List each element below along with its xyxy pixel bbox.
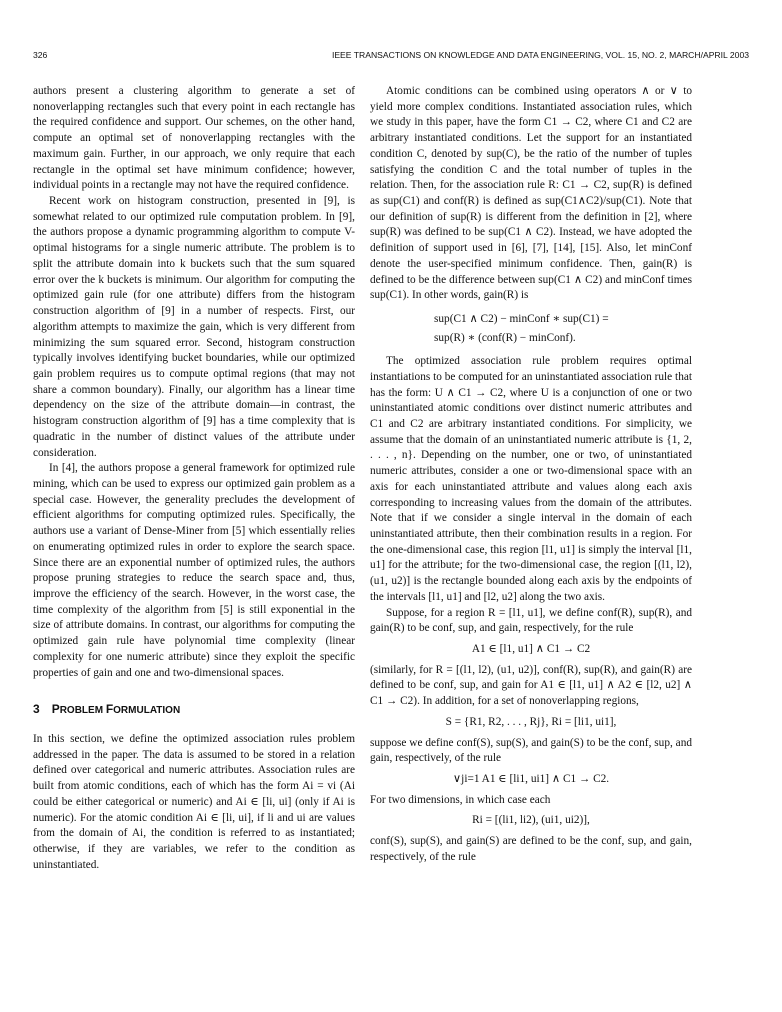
paragraph: The optimized association rule problem requires optimal instantiations to be computed for an uninstantiated association rule that has the form: U ∧ C1 → C2, where U is a conjunction of one or two uninstantiated atomic conditions over distinct numeric attributes and C1 and C2 are arbitrary instantiated conditions. For simplicity, we assume that the domain of an uninstantiated numeric attribute is {1, 2, . . . , n}. Depending on the number, one or two, of uninstantiated numeric attributes, consider a one or two-dimensional space with an axis for each uninstantiated attribute and values along each axis corresponding to increasing values from the domain of the attributes. Note that if we consider a single interval in the domain of each uninstantiated attribute, then their combination results in a region. For the one-dimensional case, this region [l1, u1] is simply the interval [l1, u1] for the attribute; for the two-dimensional case, the region [(l1, l2), (u1, u2)] is the rectangle bounded along each axis by the endpoints of the intervals [l1, u1] and [l2, u2] along the two axis.	[370, 355, 692, 603]
paragraph: In this section, we define the optimized association rules problem addressed in the paper. The data is assumed to be stored in a relation defined over categorical and numeric attributes. Association rules are built from atomic conditions, each of which has the form Ai = vi (Ai could be either categorical or numeric) and Ai ∈ [li, ui] (only if Ai is numeric). For the atomic condition Ai ∈ [li, ui], if li and ui are values from the domain of Ai, the condition is referred to as instantiated; otherwise, if they are variables, we refer to the condition as uninstantiated.	[33, 733, 355, 871]
equation-region-2d: Ri = [(li1, li2), (ui1, ui2)],	[472, 814, 590, 827]
section-number: 3	[33, 702, 40, 717]
paragraph: Suppose, for a region R = [l1, u1], we define conf(R), sup(R), and gain(R) to be conf, sup, and gain, respectively, for the rule	[370, 606, 692, 635]
paragraph: conf(S), sup(S), and gain(S) are defined to be the conf, sup, and gain, respectively, of the rule	[370, 835, 692, 863]
right-column	[370, 84, 692, 866]
paragraph: Atomic conditions can be combined using operators ∧ or ∨ to yield more complex conditions. Instantiated association rules, which we study in this paper, have the form C1 → C2, where C1 and C2 are arbitrary instantiated conditions. Let the support for an instantiated condition C, denoted by sup(C), be the ratio of the number of tuples satisfying the condition C and the total number of tuples in the relation. Then, for the association rule R: C1 → C2, sup(R) is defined as sup(C1) and conf(R) is defined as sup(C1∧C2)/sup(C1). Note that our definition of sup(R) is different from the definition in [2], where sup(R) was defined to be sup(C1 ∧ C2). Instead, we have adopted the definition of support used in [6], [7], [14], [15]. Also, let minConf denote the user-specified minimum confidence. Then, gain(R) is defined to be the difference between sup(C1 ∧ C2) and minConf times sup(C1). In other words, gain(R) is	[370, 85, 692, 302]
equation-disjunction: ∨ji=1 A1 ∈ [li1, ui1] ∧ C1 → C2.	[452, 773, 610, 786]
equation-gain: sup(C1 ∧ C2) − minConf ∗ sup(C1) = sup(R) ∗ (conf(R) − minConf).	[434, 313, 609, 345]
running-header	[33, 50, 749, 64]
equation-rule: A1 ∈ [l1, u1] ∧ C1 → C2	[471, 643, 591, 655]
paragraph: suppose we define conf(S), sup(S), and gain(S) to be the conf, sup, and gain, respectively, of the rule	[370, 736, 692, 765]
paragraph: For two dimensions, in which case each	[370, 793, 551, 806]
paragraph: Recent work on histogram construction, presented in [9], is somewhat related to our optimized rule computation problem. In [9], the authors propose a dynamic programming algorithm to compute V-optimal histograms for a single numeric attribute. The problem is to split the attribute domain into k buckets such that the sum squared error over the k buckets is minimum. Our algorithm for computing the optimized gain rule (for one attribute) differs from the histogram construction algorithm of [9] in a number of respects. First, our algorithm attempts to maximize the gain, which is very different from minimizing the sum squared error. Second, histogram construction typically involves identifying bucket boundaries, while our optimized gain problem requires us to compute optimal regions (that may not share a common boundary). Finally, our algorithm has a linear time dependency on the size of the attribute domain—in contrast, the histogram construction algorithm of [9] has a time complexity that is quadratic in the number of distinct values of the attribute under consideration.	[33, 195, 355, 459]
section-heading: 3 PROBLEM FORMULATION	[33, 702, 181, 717]
paragraph: authors present a clustering algorithm to generate a set of nonoverlapping rectangles such that every point in each rectangle has the required confidence and support. Our schemes, on the other hand, compute an optimal set of nonoverlapping rectangles with the maximum gain. Further, in our approach, we only require that each rectangle in the optimal set have minimum confidence; however, individual points in a rectangle may not have the required confidence.	[33, 85, 355, 192]
paragraph: (similarly, for R = [(l1, l2), (u1, u2)], conf(R), sup(R), and gain(R) are defined to be conf, sup, and gain for A1 ∈ [l1, u1] ∧ A2 ∈ [l2, u2] ∧ C1 → C2). In addition, for a set of nonoverlapping regions,	[370, 663, 692, 708]
page-number: 326	[33, 50, 48, 60]
journal-header: IEEE TRANSACTIONS ON KNOWLEDGE AND DATA ENGINEERING, VOL. 15, NO. 2, MARCH/APRIL 2003	[331, 50, 749, 60]
paragraph: In [4], the authors propose a general framework for optimized rule mining, which can be used to express our optimized gain problem as a special case. However, the generality precludes the development of efficient algorithms for computing optimized rules. Specifically, the authors use a variant of Dense-Miner from [5] which essentially relies on enumerating optimized rules in order to explore the search space. Since there are an exponential number of optimized rules, the authors propose pruning strategies to reduce the search space and, thus, improve the efficiency of the search. However, in the worst case, the time complexity of the algorithm from [5] is still exponential in the size of attribute domains. In contrast, our algorithms for computing the optimized gain rule have polynomial time complexity (linear complexity for one numeric attribute) since they exploit the specific properties of gain and one and two-dimensional spaces.	[33, 462, 355, 679]
left-column	[33, 84, 355, 874]
equation-region-set: S = {R1, R2, . . . , Rj}, Ri = [li1, ui1],	[445, 715, 617, 728]
